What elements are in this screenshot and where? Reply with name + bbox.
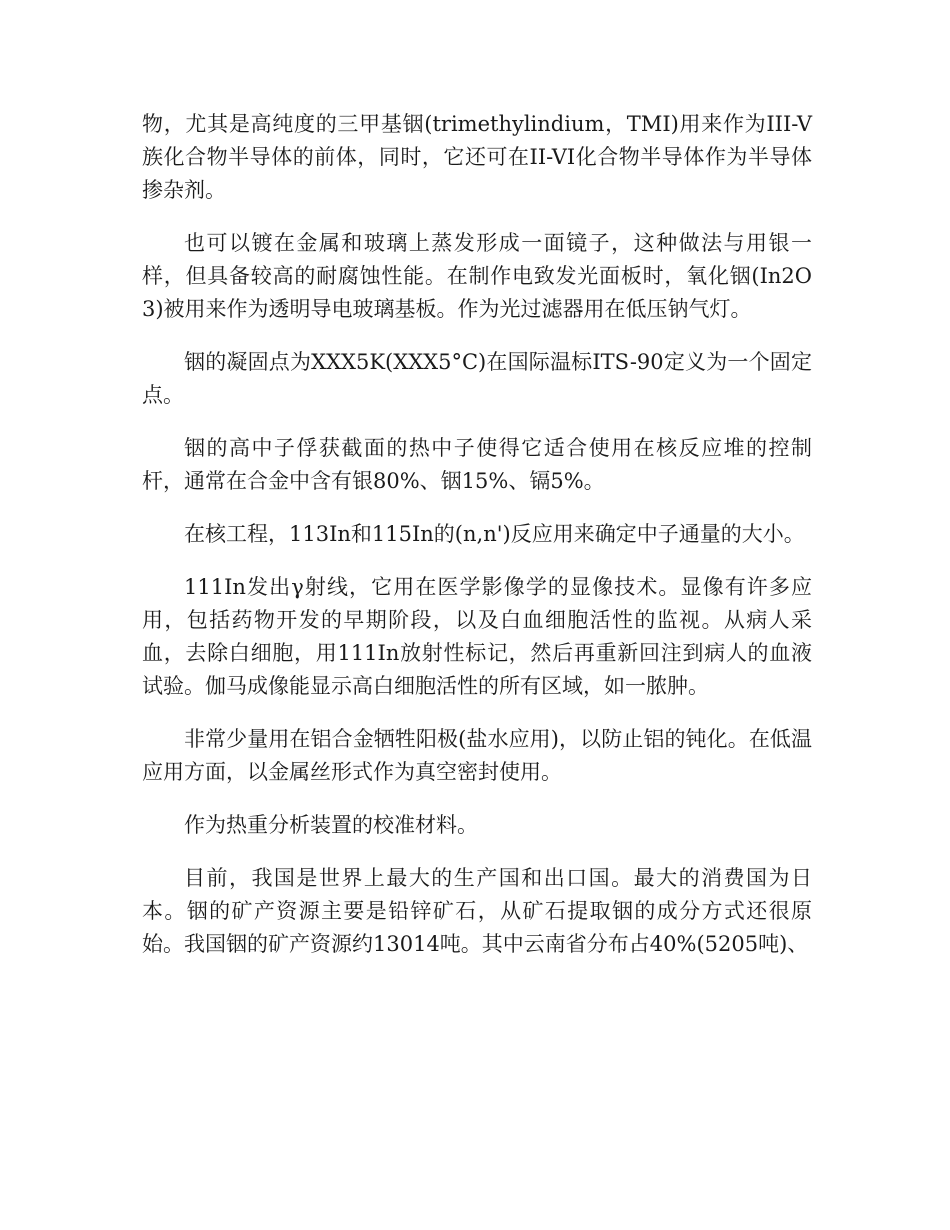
paragraph-medical-imaging: 111In发出γ射线，它用在医学影像学的显像技术。显像有许多应用，包括药物开发的早期阶段，以及白血细胞活性的监视。从病人采血，去除白细胞，用111In放射性标记，然后再重新回注到病人的血液试验。伽马成像能显示高白细胞活性的所有区域，如一脓肿。	[142, 575, 812, 698]
paragraph-production: 目前，我国是世界上最大的生产国和出口国。最大的消费国为日本。铟的矿产资源主要是铅锌矿石，从矿石提取铟的成分方式还很原始。我国铟的矿产资源约13014吨。其中云南省分布占40%(5205吨)、	[142, 866, 812, 956]
paragraph-continuation: 物，尤其是高纯度的三甲基铟(trimethylindium，TMI)用来作为III-V族化合物半导体的前体，同时，它还可在II-VI化合物半导体作为半导体掺杂剂。	[142, 112, 812, 202]
paragraph-nuclear-engineering: 在核工程，113In和115In的(n,n')反应用来确定中子通量的大小。	[184, 522, 805, 546]
paragraph-calibration: 作为热重分析装置的校准材料。	[184, 813, 478, 837]
paragraph-mirror-coating: 也可以镀在金属和玻璃上蒸发形成一面镜子，这种做法与用银一样，但具备较高的耐腐蚀性能。在制作电致发光面板时，氧化铟(In2O3)被用来作为透明导电玻璃基板。作为光过滤器用在低压钠气灯。	[142, 231, 812, 321]
document-body	[142, 108, 812, 981]
paragraph-freezing-point: 铟的凝固点为XXX5K(XXX5°C)在国际温标ITS-90定义为一个固定点。	[142, 350, 812, 407]
paragraph-sacrificial-anode: 非常少量用在铝合金牺牲阳极(盐水应用)，以防止铝的钝化。在低温应用方面，以金属丝形式作为真空密封使用。	[142, 727, 812, 784]
paragraph-control-rod: 铟的高中子俘获截面的热中子使得它适合使用在核反应堆的控制杆，通常在合金中含有银80%、铟15%、镉5%。	[142, 436, 812, 493]
